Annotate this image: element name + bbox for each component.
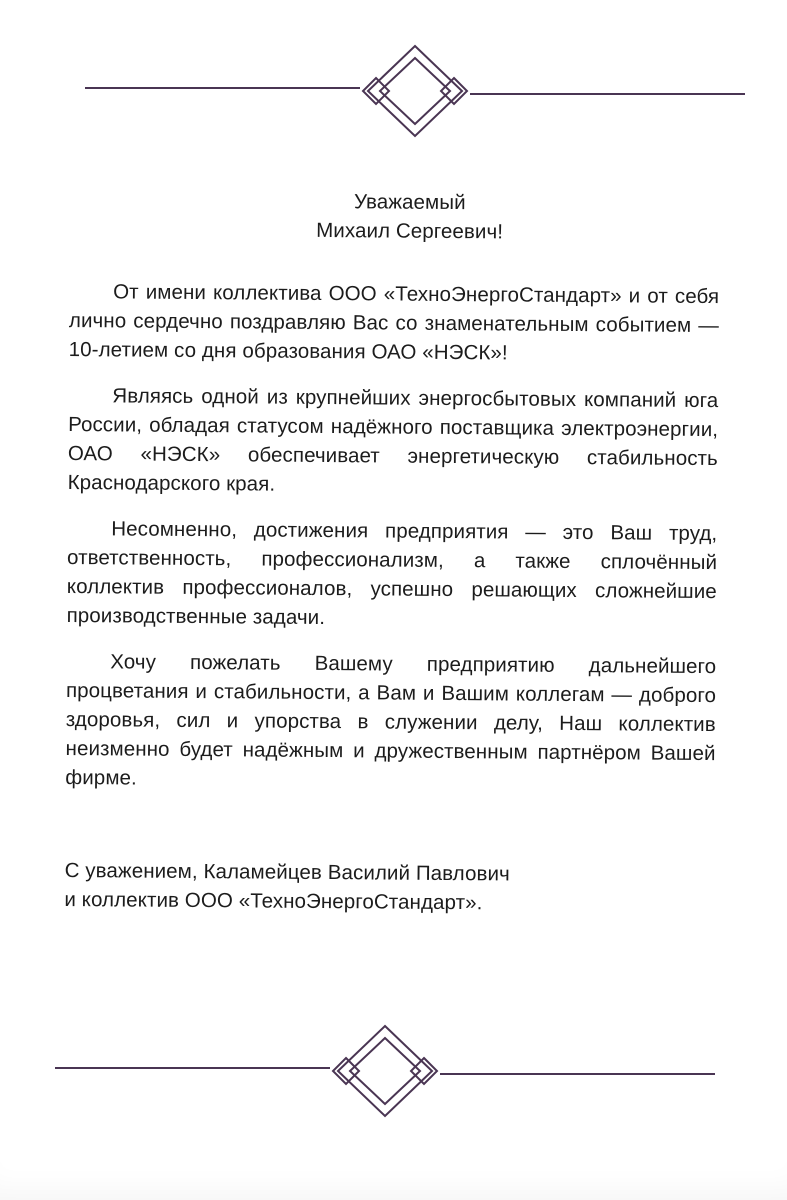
paragraph-2: Являясь одной из крупнейших энергосбытовых компаний юга России, обладая статусом надёжного поставщика электроэнергии, ОАО «НЭСК» обеспечивает энергетическую стабильность Краснодарского края. [67, 384, 719, 496]
paragraph-1: От имени коллектива ООО «ТехноЭнергоСтандарт» и от себя лично сердечно поздравляю Вас со знаменательным событием — 10-летием со дня образования ОАО «НЭСК»! [68, 280, 720, 365]
paragraph-3: Несомненно, достижения предприятия — это Ваш труд, ответственность, профессионализм, а также сплочённый коллектив профессионалов, успешно решающих сложнейшие производственные задачи. [66, 517, 718, 630]
salutation-line-1: Уважаемый [353, 190, 466, 215]
salutation-line-2: Михаил Сергеевич! [316, 218, 504, 244]
signature-line-1: С уважением, Каламейцев Василий Павлович [64, 858, 510, 886]
paragraph-4: Хочу пожелать Вашему предприятию дальнейшего процветания и стабильности, а Вам и Вашим коллегам — доброго здоровья, сил и упорства в служении делу, Наш коллектив неизменно будет надёжным и дружественным партнёром Вашей фирме. [65, 650, 717, 790]
signature [64, 856, 714, 919]
letter-body [64, 185, 720, 919]
top-diamond-ornament-icon [85, 42, 745, 142]
bottom-diamond-ornament-icon [55, 1022, 715, 1122]
salutation [70, 185, 720, 248]
signature-line-2: и коллектив ООО «ТехноЭнергоСтандарт». [64, 887, 483, 915]
